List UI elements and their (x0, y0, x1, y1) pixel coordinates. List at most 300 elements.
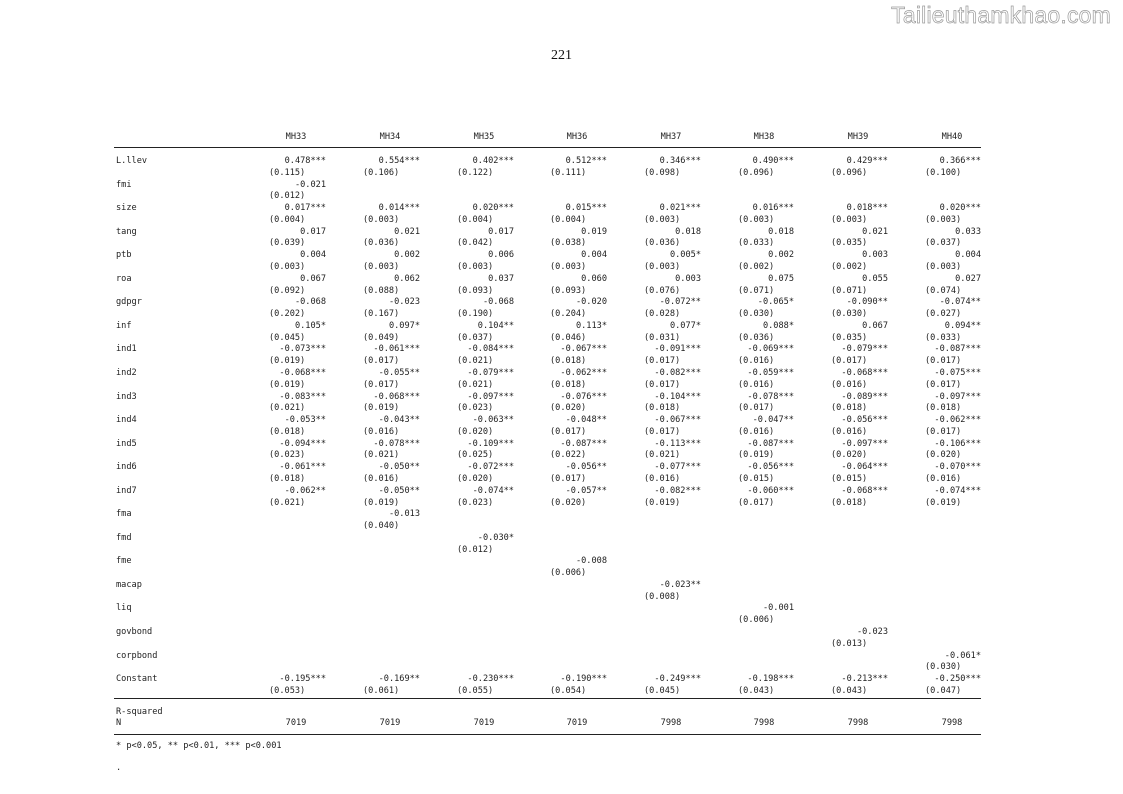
row-label: fmi (116, 179, 132, 190)
coefficient-cell: 0.021 (394, 226, 420, 237)
coefficient-cell: -0.060*** (747, 485, 794, 496)
column-header: MH34 (379, 132, 401, 142)
coefficient-cell: -0.068 (482, 297, 514, 308)
standard-error-cell: (0.092) (269, 285, 306, 296)
coefficient-cell: -0.097*** (934, 391, 981, 402)
column-header: MH33 (285, 132, 307, 142)
standard-error-cell: (0.038) (550, 238, 587, 249)
standard-error-cell: (0.037) (457, 332, 494, 343)
standard-error-cell: (0.016) (738, 356, 775, 367)
row-label: fma (116, 509, 132, 520)
standard-error-cell: (0.098) (644, 167, 681, 178)
standard-error-cell: (0.016) (738, 426, 775, 437)
stat-value: 7998 (847, 718, 869, 728)
standard-error-cell: (0.004) (457, 214, 494, 225)
coefficient-cell: 0.027 (955, 273, 981, 284)
coefficient-cell: -0.023 (388, 297, 420, 308)
standard-error-cell: (0.015) (738, 473, 775, 484)
column-header: MH38 (753, 132, 775, 142)
coefficient-cell: -0.064*** (841, 462, 888, 473)
standard-error-cell: (0.027) (925, 309, 962, 320)
standard-error-cell: (0.076) (644, 285, 681, 296)
standard-error-cell: (0.006) (550, 568, 587, 579)
coefficient-cell: 0.060 (581, 273, 607, 284)
coefficient-cell: -0.075*** (934, 367, 981, 378)
coefficient-cell: -0.023 (856, 627, 888, 637)
row-label: roa (116, 273, 132, 284)
row-label: ind1 (116, 344, 137, 355)
standard-error-cell: (0.012) (457, 544, 494, 555)
standard-error-cell: (0.019) (269, 379, 306, 390)
standard-error-cell: (0.016) (925, 473, 962, 484)
standard-error-cell: (0.017) (550, 473, 587, 484)
coefficient-cell: -0.059*** (747, 367, 794, 378)
standard-error-cell: (0.017) (550, 426, 587, 437)
row-label: govbond (116, 627, 153, 637)
row-label: corpbond (116, 650, 158, 661)
standard-error-cell: (0.030) (925, 662, 962, 673)
standard-error-cell: (0.111) (550, 167, 587, 178)
standard-error-cell: (0.033) (738, 238, 775, 249)
row-label: ind4 (116, 415, 137, 426)
standard-error-cell: (0.023) (269, 450, 306, 461)
coefficient-cell: -0.076*** (560, 391, 607, 402)
coefficient-cell: -0.097*** (467, 391, 514, 402)
coefficient-cell: 0.016*** (752, 203, 794, 214)
standard-error-cell: (0.003) (457, 262, 494, 272)
coefficient-cell: 0.402*** (472, 156, 514, 166)
row-label: fme (116, 556, 132, 567)
standard-error-cell: (0.016) (644, 473, 681, 484)
column-header: MH37 (660, 132, 682, 142)
standard-error-cell: (0.017) (738, 403, 775, 414)
standard-error-cell: (0.049) (363, 332, 400, 343)
coefficient-cell: -0.065* (757, 297, 794, 308)
standard-error-cell: (0.031) (644, 332, 681, 343)
standard-error-cell: (0.021) (363, 450, 400, 461)
coefficient-cell: -0.030* (477, 532, 514, 543)
standard-error-cell: (0.037) (925, 238, 962, 249)
coefficient-cell: -0.082*** (654, 485, 701, 496)
standard-error-cell: (0.018) (550, 356, 587, 367)
standard-error-cell: (0.003) (363, 262, 400, 272)
coefficient-cell: 0.003 (862, 250, 888, 261)
standard-error-cell: (0.039) (269, 238, 306, 249)
table-rule (114, 147, 981, 148)
coefficient-cell: 0.004 (581, 250, 607, 261)
row-label: tang (116, 226, 137, 237)
standard-error-cell: (0.033) (925, 332, 962, 343)
standard-error-cell: (0.003) (925, 214, 962, 225)
coefficient-cell: -0.056*** (841, 415, 888, 426)
standard-error-cell: (0.003) (831, 214, 868, 225)
row-label: ind6 (116, 462, 137, 473)
standard-error-cell: (0.019) (363, 403, 400, 414)
standard-error-cell: (0.019) (269, 356, 306, 367)
standard-error-cell: (0.018) (831, 403, 868, 414)
standard-error-cell: (0.006) (738, 615, 775, 626)
standard-error-cell: (0.015) (831, 473, 868, 484)
coefficient-cell: 0.017*** (284, 203, 326, 214)
standard-error-cell: (0.020) (925, 450, 962, 461)
standard-error-cell: (0.074) (925, 285, 962, 296)
standard-error-cell: (0.115) (269, 167, 306, 178)
standard-error-cell: (0.043) (831, 685, 868, 696)
coefficient-cell: -0.008 (575, 556, 607, 567)
standard-error-cell: (0.020) (831, 450, 868, 461)
standard-error-cell: (0.071) (831, 285, 868, 296)
coefficient-cell: -0.091*** (654, 344, 701, 355)
standard-error-cell: (0.002) (738, 262, 775, 272)
standard-error-cell: (0.036) (738, 332, 775, 343)
standard-error-cell: (0.020) (550, 497, 587, 508)
standard-error-cell: (0.003) (269, 262, 306, 272)
coefficient-cell: 0.097* (388, 320, 420, 331)
coefficient-cell: -0.069*** (747, 344, 794, 355)
coefficient-cell: 0.033 (955, 226, 981, 237)
standard-error-cell: (0.036) (363, 238, 400, 249)
coefficient-cell: 0.037 (488, 273, 514, 284)
column-header: MH40 (941, 132, 963, 142)
standard-error-cell: (0.022) (550, 450, 587, 461)
trailing-mark: . (116, 763, 122, 773)
standard-error-cell: (0.021) (269, 497, 306, 508)
standard-error-cell: (0.096) (738, 167, 775, 178)
coefficient-cell: -0.190*** (560, 674, 607, 685)
standard-error-cell: (0.016) (831, 379, 868, 390)
coefficient-cell: -0.062** (284, 485, 326, 496)
coefficient-cell: -0.083*** (279, 391, 326, 402)
standard-error-cell: (0.012) (269, 191, 306, 202)
coefficient-cell: 0.018 (768, 226, 794, 237)
standard-error-cell: (0.016) (363, 426, 400, 437)
standard-error-cell: (0.040) (363, 521, 400, 532)
coefficient-cell: 0.020*** (939, 203, 981, 214)
coefficient-cell: -0.087*** (934, 344, 981, 355)
coefficient-cell: -0.050** (378, 462, 420, 473)
coefficient-cell: -0.056*** (747, 462, 794, 473)
standard-error-cell: (0.004) (269, 214, 306, 225)
standard-error-cell: (0.030) (831, 309, 868, 320)
coefficient-cell: -0.021 (294, 179, 326, 190)
coefficient-cell: 0.002 (394, 250, 420, 261)
coefficient-cell: 0.017 (488, 226, 514, 237)
coefficient-cell: -0.023** (659, 579, 701, 590)
coefficient-cell: 0.018*** (846, 203, 888, 214)
watermark-text: Tailieuthamkhao.com (891, 2, 1111, 28)
coefficient-cell: -0.068*** (373, 391, 420, 402)
coefficient-cell: 0.003 (675, 273, 701, 284)
coefficient-cell: -0.057** (565, 485, 607, 496)
standard-error-cell: (0.017) (644, 379, 681, 390)
stat-value: 7998 (660, 718, 682, 728)
row-label: fmd (116, 532, 132, 543)
standard-error-cell: (0.017) (363, 356, 400, 367)
coefficient-cell: -0.068*** (841, 485, 888, 496)
coefficient-cell: -0.084*** (467, 344, 514, 355)
standard-error-cell: (0.002) (831, 262, 868, 272)
coefficient-cell: -0.195*** (279, 674, 326, 685)
coefficient-cell: -0.089*** (841, 391, 888, 402)
standard-error-cell: (0.204) (550, 309, 587, 320)
coefficient-cell: -0.249*** (654, 674, 701, 685)
coefficient-cell: 0.017 (300, 226, 326, 237)
coefficient-cell: 0.554*** (378, 156, 420, 166)
standard-error-cell: (0.093) (550, 285, 587, 296)
coefficient-cell: 0.019 (581, 226, 607, 237)
standard-error-cell: (0.088) (363, 285, 400, 296)
coefficient-cell: -0.061* (944, 650, 981, 661)
coefficient-cell: 0.075 (768, 273, 794, 284)
standard-error-cell: (0.042) (457, 238, 494, 249)
coefficient-cell: -0.068*** (841, 367, 888, 378)
coefficient-cell: -0.104*** (654, 391, 701, 402)
coefficient-cell: -0.043** (378, 415, 420, 426)
standard-error-cell: (0.100) (925, 167, 962, 178)
stat-label: N (116, 718, 122, 728)
coefficient-cell: -0.061*** (373, 344, 420, 355)
standard-error-cell: (0.061) (363, 685, 400, 696)
standard-error-cell: (0.004) (550, 214, 587, 225)
coefficient-cell: -0.073*** (279, 344, 326, 355)
coefficient-cell: -0.106*** (934, 438, 981, 449)
coefficient-cell: -0.074*** (934, 485, 981, 496)
coefficient-cell: -0.067*** (560, 344, 607, 355)
coefficient-cell: 0.067 (862, 320, 888, 331)
coefficient-cell: -0.090** (846, 297, 888, 308)
standard-error-cell: (0.023) (457, 497, 494, 508)
coefficient-cell: 0.062 (394, 273, 420, 284)
coefficient-cell: 0.512*** (565, 156, 607, 166)
coefficient-cell: 0.021 (862, 226, 888, 237)
coefficient-cell: -0.097*** (841, 438, 888, 449)
coefficient-cell: -0.062*** (560, 367, 607, 378)
standard-error-cell: (0.030) (738, 309, 775, 320)
coefficient-cell: 0.077* (669, 320, 701, 331)
standard-error-cell: (0.167) (363, 309, 400, 320)
coefficient-cell: -0.078*** (373, 438, 420, 449)
row-label: ind7 (116, 485, 137, 496)
table-rule (114, 734, 981, 735)
coefficient-cell: 0.018 (675, 226, 701, 237)
standard-error-cell: (0.018) (550, 379, 587, 390)
standard-error-cell: (0.053) (269, 685, 306, 696)
standard-error-cell: (0.016) (738, 379, 775, 390)
standard-error-cell: (0.008) (644, 591, 681, 602)
coefficient-cell: 0.004 (955, 250, 981, 261)
coefficient-cell: -0.169** (378, 674, 420, 685)
coefficient-cell: -0.072** (659, 297, 701, 308)
standard-error-cell: (0.019) (644, 497, 681, 508)
standard-error-cell: (0.017) (738, 497, 775, 508)
coefficient-cell: -0.055** (378, 367, 420, 378)
standard-error-cell: (0.021) (269, 403, 306, 414)
row-label: L.llev (116, 156, 148, 166)
stat-value: 7019 (473, 718, 495, 728)
stat-value: 7998 (941, 718, 963, 728)
row-label: ind5 (116, 438, 137, 449)
coefficient-cell: 0.105* (294, 320, 326, 331)
coefficient-cell: -0.062*** (934, 415, 981, 426)
row-label: liq (116, 603, 132, 614)
standard-error-cell: (0.202) (269, 309, 306, 320)
standard-error-cell: (0.003) (550, 262, 587, 272)
coefficient-cell: -0.050** (378, 485, 420, 496)
coefficient-cell: -0.063** (472, 415, 514, 426)
coefficient-cell: -0.213*** (841, 674, 888, 685)
row-label: ind2 (116, 367, 137, 378)
standard-error-cell: (0.021) (644, 450, 681, 461)
standard-error-cell: (0.018) (269, 426, 306, 437)
column-header: MH36 (566, 132, 588, 142)
standard-error-cell: (0.046) (550, 332, 587, 343)
coefficient-cell: -0.070*** (934, 462, 981, 473)
coefficient-cell: -0.077*** (654, 462, 701, 473)
stat-value: 7019 (379, 718, 401, 728)
coefficient-cell: -0.087*** (747, 438, 794, 449)
coefficient-cell: -0.067*** (654, 415, 701, 426)
coefficient-cell: -0.079*** (467, 367, 514, 378)
row-label: size (116, 203, 137, 214)
standard-error-cell: (0.019) (363, 497, 400, 508)
row-label: ptb (116, 250, 132, 261)
coefficient-cell: 0.113* (575, 320, 607, 331)
standard-error-cell: (0.043) (738, 685, 775, 696)
standard-error-cell: (0.047) (925, 685, 962, 696)
standard-error-cell: (0.023) (457, 403, 494, 414)
stat-value: 7998 (753, 718, 775, 728)
coefficient-cell: -0.068 (294, 297, 326, 308)
standard-error-cell: (0.017) (644, 426, 681, 437)
standard-error-cell: (0.021) (457, 379, 494, 390)
coefficient-cell: 0.055 (862, 273, 888, 284)
standard-error-cell: (0.019) (925, 497, 962, 508)
standard-error-cell: (0.017) (831, 356, 868, 367)
coefficient-cell: -0.053** (284, 415, 326, 426)
standard-error-cell: (0.020) (550, 403, 587, 414)
standard-error-cell: (0.017) (644, 356, 681, 367)
coefficient-cell: -0.094*** (279, 438, 326, 449)
row-label: macap (116, 579, 142, 590)
standard-error-cell: (0.013) (831, 638, 868, 649)
standard-error-cell: (0.003) (644, 262, 681, 272)
row-label: gdpgr (116, 297, 142, 308)
standard-error-cell: (0.016) (363, 473, 400, 484)
coefficient-cell: -0.109*** (467, 438, 514, 449)
stat-label: R-squared (116, 707, 163, 717)
standard-error-cell: (0.003) (738, 214, 775, 225)
coefficient-cell: 0.002 (768, 250, 794, 261)
standard-error-cell: (0.003) (925, 262, 962, 272)
row-label: inf (116, 320, 132, 331)
row-label: ind3 (116, 391, 137, 402)
coefficient-cell: 0.005* (669, 250, 701, 261)
standard-error-cell: (0.190) (457, 309, 494, 320)
coefficient-cell: -0.068*** (279, 367, 326, 378)
standard-error-cell: (0.017) (925, 356, 962, 367)
coefficient-cell: -0.020 (575, 297, 607, 308)
standard-error-cell: (0.018) (269, 473, 306, 484)
coefficient-cell: 0.020*** (472, 203, 514, 214)
standard-error-cell: (0.035) (831, 332, 868, 343)
coefficient-cell: 0.006 (488, 250, 514, 261)
coefficient-cell: -0.078*** (747, 391, 794, 402)
standard-error-cell: (0.025) (457, 450, 494, 461)
coefficient-cell: 0.104** (477, 320, 514, 331)
standard-error-cell: (0.020) (457, 426, 494, 437)
coefficient-cell: -0.250*** (934, 674, 981, 685)
coefficient-cell: 0.366*** (939, 156, 981, 166)
coefficient-cell: 0.429*** (846, 156, 888, 166)
standard-error-cell: (0.096) (831, 167, 868, 178)
standard-error-cell: (0.017) (925, 426, 962, 437)
coefficient-cell: 0.088* (762, 320, 794, 331)
coefficient-cell: -0.079*** (841, 344, 888, 355)
standard-error-cell: (0.028) (644, 309, 681, 320)
coefficient-cell: -0.048** (565, 415, 607, 426)
stat-value: 7019 (566, 718, 588, 728)
column-header: MH35 (473, 132, 495, 142)
row-label: Constant (116, 674, 158, 685)
coefficient-cell: -0.013 (388, 509, 420, 520)
coefficient-cell: -0.198*** (747, 674, 794, 685)
standard-error-cell: (0.018) (925, 403, 962, 414)
table-rule (114, 698, 981, 699)
standard-error-cell: (0.017) (363, 379, 400, 390)
coefficient-cell: 0.021*** (659, 203, 701, 214)
standard-error-cell: (0.018) (644, 403, 681, 414)
coefficient-cell: 0.014*** (378, 203, 420, 214)
standard-error-cell: (0.016) (831, 426, 868, 437)
standard-error-cell: (0.036) (644, 238, 681, 249)
coefficient-cell: 0.490*** (752, 156, 794, 166)
coefficient-cell: 0.004 (300, 250, 326, 261)
coefficient-cell: -0.230*** (467, 674, 514, 685)
coefficient-cell: -0.056** (565, 462, 607, 473)
coefficient-cell: -0.082*** (654, 367, 701, 378)
coefficient-cell: -0.047** (752, 415, 794, 426)
column-header: MH39 (847, 132, 869, 142)
standard-error-cell: (0.106) (363, 167, 400, 178)
coefficient-cell: 0.478*** (284, 156, 326, 166)
coefficient-cell: -0.087*** (560, 438, 607, 449)
standard-error-cell: (0.071) (738, 285, 775, 296)
coefficient-cell: -0.061*** (279, 462, 326, 473)
standard-error-cell: (0.054) (550, 685, 587, 696)
page-number: 221 (551, 48, 572, 63)
standard-error-cell: (0.020) (457, 473, 494, 484)
standard-error-cell: (0.045) (644, 685, 681, 696)
standard-error-cell: (0.003) (363, 214, 400, 225)
standard-error-cell: (0.003) (644, 214, 681, 225)
standard-error-cell: (0.093) (457, 285, 494, 296)
standard-error-cell: (0.018) (831, 497, 868, 508)
standard-error-cell: (0.017) (925, 379, 962, 390)
coefficient-cell: -0.074** (939, 297, 981, 308)
standard-error-cell: (0.122) (457, 167, 494, 178)
standard-error-cell: (0.055) (457, 685, 494, 696)
coefficient-cell: -0.074** (472, 485, 514, 496)
standard-error-cell: (0.045) (269, 332, 306, 343)
coefficient-cell: -0.001 (762, 603, 794, 614)
coefficient-cell: 0.094** (944, 320, 981, 331)
coefficient-cell: 0.015*** (565, 203, 607, 214)
coefficient-cell: -0.072*** (467, 462, 514, 473)
standard-error-cell: (0.019) (738, 450, 775, 461)
coefficient-cell: 0.067 (300, 273, 326, 284)
stat-value: 7019 (285, 718, 307, 728)
standard-error-cell: (0.021) (457, 356, 494, 367)
